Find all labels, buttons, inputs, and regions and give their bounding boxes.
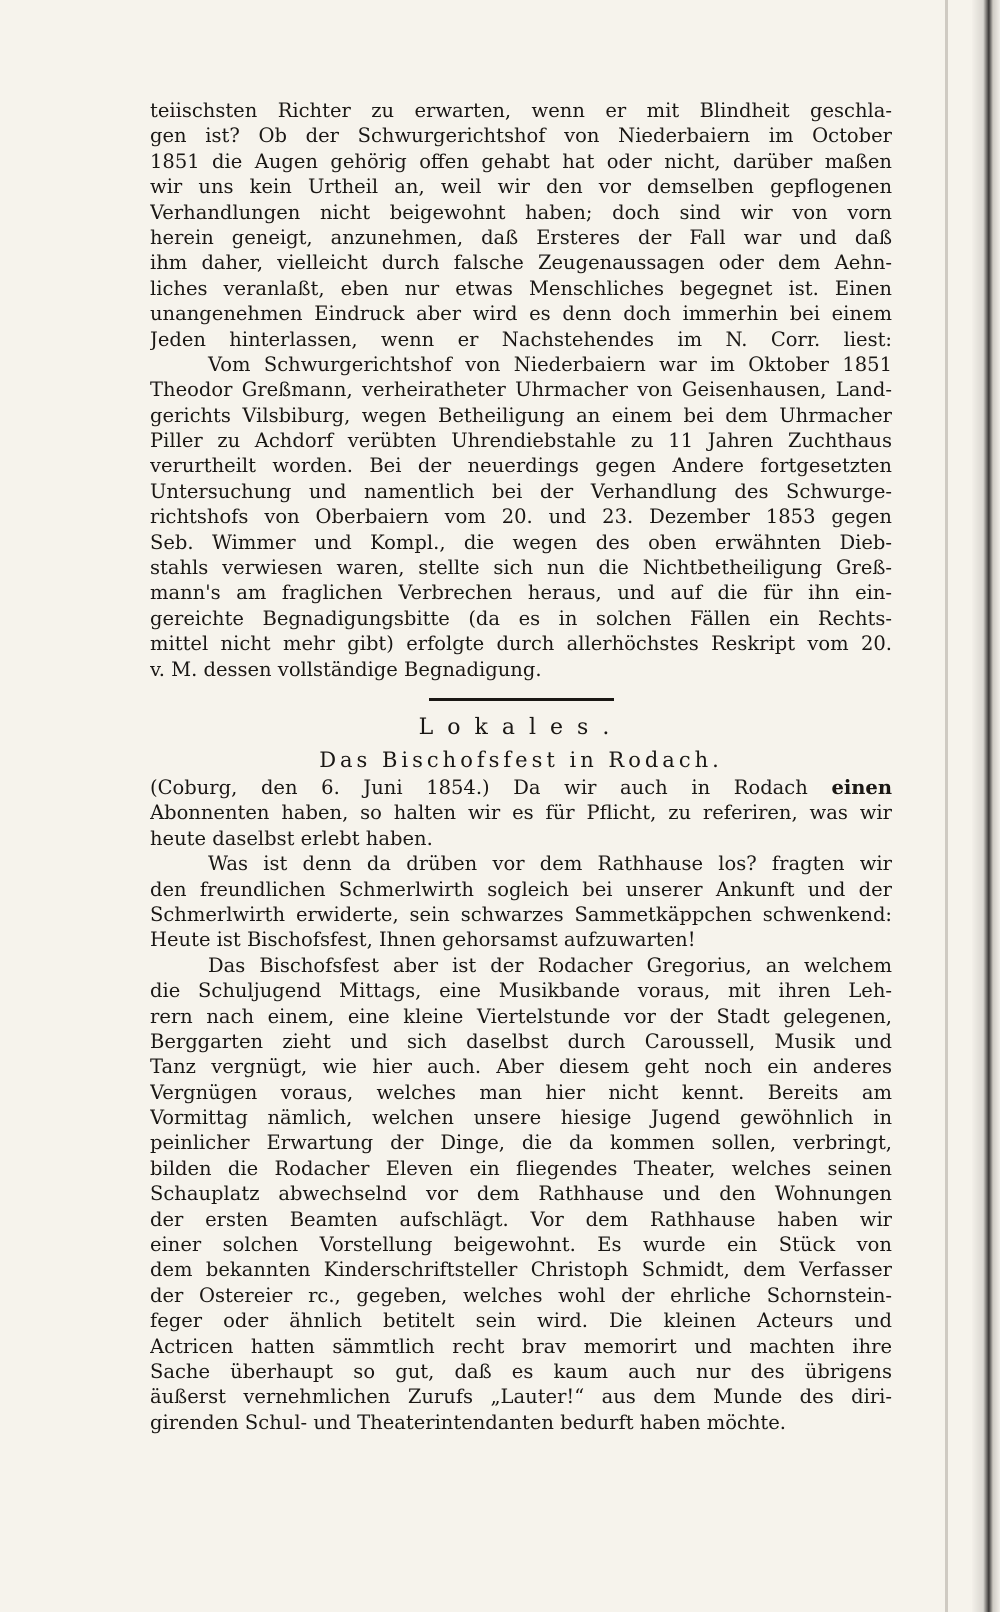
- text-line: 1851 die Augen gehörig offen gehabt hat oder nicht, darüber maßen: [150, 149, 892, 173]
- text-line: der Ostereier rc., gegeben, welches wohl der ehrliche Schornstein-: [150, 1283, 892, 1307]
- text-line: Sache überhaupt so gut, daß es kaum auch nur des übrigens: [150, 1359, 892, 1383]
- text-line: liches veranlaßt, eben nur etwas Menschliches begegnet ist. Einen: [150, 276, 892, 300]
- text-line: Verhandlungen nicht beigewohnt haben; doch sind wir von vorn: [150, 200, 892, 224]
- text-line: unangenehmen Eindruck aber wird es denn doch immerhin bei einem: [150, 302, 892, 326]
- text-line: Seb. Wimmer und Kompl., die wegen des oben erwähnten Dieb-: [150, 530, 892, 554]
- text-line: wir uns kein Urtheil an, weil wir den vor demselben gepflogenen: [150, 175, 892, 199]
- dateline: (Coburg, den 6. Juni 1854.): [150, 775, 490, 799]
- text-line: mann's am fraglichen Verbrechen heraus, und auf die für ihn ein-: [150, 581, 892, 605]
- text-line: der ersten Beamten aufschlägt. Vor dem Rathhause haben wir: [150, 1207, 892, 1231]
- text-line: stahls verwiesen waren, stellte sich nun die Nichtbetheiligung Greß-: [150, 556, 892, 580]
- text-line: Theodor Greßmann, verheiratheter Uhrmacher von Geisenhausen, Land-: [150, 378, 892, 402]
- text-line: v. M. dessen vollständige Begnadigung.: [150, 657, 542, 681]
- text-line: gerichts Vilsbiburg, wegen Betheiligung an einem bei dem Uhrmacher: [150, 403, 892, 427]
- text-line: die Schuljugend Mittags, eine Musikbande voraus, mit ihren Leh-: [150, 979, 892, 1003]
- text-line: peinlicher Erwartung der Dinge, die da kommen sollen, verbringt,: [150, 1131, 892, 1155]
- text-line: richtshofs von Oberbaiern vom 20. und 23. Dezember 1853 gegen: [150, 505, 892, 529]
- dateline-line: [150, 775, 892, 800]
- text-line: ihm daher, vielleicht durch falsche Zeugenaussagen oder dem Aehn-: [150, 251, 892, 275]
- text-line: Vormittag nämlich, welchen unsere hiesige Jugend gewöhnlich in: [150, 1106, 892, 1130]
- text-line: verurtheilt worden. Bei der neuerdings gegen Andere fortgesetzten: [150, 454, 892, 478]
- text-line: heute daselbst erlebt haben.: [150, 826, 433, 850]
- text-line: herein geneigt, anzunehmen, daß Ersteres der Fall war und daß: [150, 225, 892, 249]
- text-line: den freundlichen Schmerlwirth sogleich bei unserer Ankunft und der: [150, 877, 892, 901]
- emphasis-word: einen: [831, 775, 892, 799]
- section-divider: [429, 698, 614, 701]
- text-line: teiischsten Richter zu erwarten, wenn er mit Blindheit geschla-: [150, 99, 892, 122]
- section-heading: Lokales.: [418, 714, 624, 740]
- text-line: bilden die Rodacher Eleven ein fliegendes Theater, welches seinen: [150, 1156, 892, 1180]
- document-body: [150, 98, 892, 1435]
- text-line: gen ist? Ob der Schwurgerichtshof von Niederbaiern im October: [150, 124, 892, 148]
- text-line: Was ist denn da drüben vor dem Rathhause los? fragten wir: [208, 852, 892, 876]
- text-line: Schmerlwirth erwiderte, sein schwarzes Sammetkäppchen schwenkend:: [150, 902, 892, 926]
- page-edge-shadow: [972, 0, 1000, 1612]
- text-line: Schauplatz abwechselnd vor dem Rathhause und den Wohnungen: [150, 1182, 892, 1206]
- text-line: Vom Schwurgerichtshof von Niederbaiern war im Oktober 1851: [208, 352, 892, 376]
- text-line: feger oder ähnlich betitelt sein wird. Die kleinen Acteurs und: [150, 1309, 892, 1333]
- text-fragment: Da wir auch in Rodach: [513, 775, 808, 799]
- text-line: äußerst vernehmlichen Zurufs „Lauter!“ aus dem Munde des diri-: [150, 1385, 892, 1409]
- text-line: Berggarten zieht und sich daselbst durch Caroussell, Musik und: [150, 1029, 892, 1053]
- text-line: rern nach einem, eine kleine Viertelstunde vor der Stadt gelegenen,: [150, 1004, 892, 1028]
- text-line: dem bekannten Kinderschriftsteller Christoph Schmidt, dem Verfasser: [150, 1258, 892, 1282]
- text-line: Piller zu Achdorf verübten Uhrendiebstahle zu 11 Jahren Zuchthaus: [150, 429, 892, 453]
- text-line: gereichte Begnadigungsbitte (da es in solchen Fällen ein Rechts-: [150, 606, 892, 630]
- text-line: Heute ist Bischofsfest, Ihnen gehorsamst aufzuwarten!: [150, 928, 696, 952]
- text-line: mittel nicht mehr gibt) erfolgte durch allerhöchstes Reskript vom 20.: [150, 632, 892, 656]
- page-crease: [945, 0, 948, 1612]
- text-line: Tanz vergnügt, wie hier auch. Aber diesem geht noch ein anderes: [150, 1055, 892, 1079]
- text-line: girenden Schul- und Theaterintendanten bedurft haben möchte.: [150, 1410, 786, 1434]
- text-line: Untersuchung und namentlich bei der Verhandlung des Schwurge-: [150, 479, 892, 503]
- article-bischofsfest: [150, 775, 892, 1435]
- article-headline: Das Bischofsfest in Rodach.: [319, 747, 723, 772]
- text-line: einer solchen Vorstellung beigewohnt. Es wurde ein Stück von: [150, 1233, 892, 1257]
- text-line: Das Bischofsfest aber ist der Rodacher Gregorius, an welchem: [208, 953, 892, 977]
- article-previous: [150, 98, 892, 682]
- text-line: Actricen hatten sämmtlich recht brav memorirt und machten ihre: [150, 1334, 892, 1358]
- text-line: Vergnügen voraus, welches man hier nicht kennt. Bereits am: [150, 1080, 892, 1104]
- text-line: Jeden hinterlassen, wenn er Nachstehendes im N. Corr. liest:: [150, 327, 892, 351]
- text-line: Abonnenten haben, so halten wir es für Pflicht, zu referiren, was wir: [150, 801, 892, 825]
